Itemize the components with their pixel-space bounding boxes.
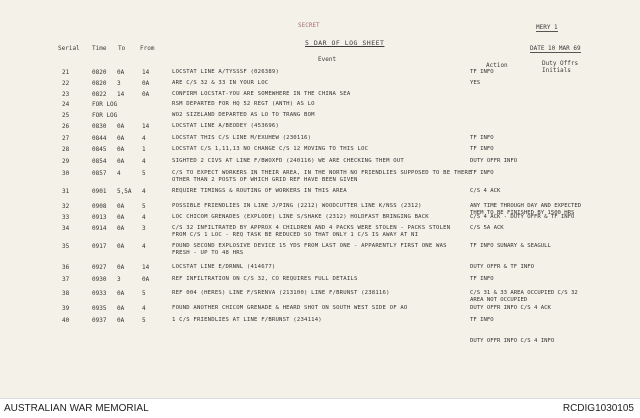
row-to: 4 (117, 170, 121, 177)
row-to: 0A (117, 305, 125, 312)
row-from: 4 (142, 214, 146, 221)
row-time: 0857 (92, 170, 107, 177)
row-event-line: REQUIRE TIMINGS & ROUTING OF WORKERS IN THIS AREA (172, 188, 347, 194)
row-from: 0A (142, 276, 150, 283)
row-event-line: LOCSTAT C/S 1,11,13 NO CHANGE C/S 12 MOVING TO THIS LOC (172, 146, 369, 152)
row-from: 14 (142, 264, 150, 271)
row-to: 3 (117, 80, 121, 87)
sheet-ref: MERY 1 (536, 24, 558, 31)
row-serial: 31 (62, 188, 70, 195)
col-event: Event (318, 56, 337, 63)
row-to: 0A (117, 158, 125, 165)
row-serial: 37 (62, 276, 70, 283)
row-time: 0822 (92, 91, 107, 98)
row-time: 0927 (92, 264, 107, 271)
row-event-line: 1 C/S FRIENDLIES AT LINE F/BRUNST (234114) (172, 317, 322, 323)
row-time: 0845 (92, 146, 107, 153)
col-duty-initials: Duty Offrs Initials (542, 60, 579, 74)
row-event-line: SIGHTED 2 CIVS AT LINE F/BWOXFD (240116) WE ARE CHECKING THEM OUT (172, 158, 404, 164)
row-from: 3 (142, 225, 146, 232)
row-time: 0935 (92, 305, 107, 312)
row-serial: 21 (62, 69, 70, 76)
row-action: DUTY OFFR INFO (470, 158, 518, 164)
row-from: 5 (142, 170, 146, 177)
row-from: 14 (142, 69, 150, 76)
row-serial: 40 (62, 317, 70, 324)
row-event-line: FOUND ANOTHER CHICOM GRENADE & HEARD SHOT ON SOUTH WEST SIDE OF AO (172, 305, 408, 311)
col-from: From (140, 45, 155, 52)
archive-footer (0, 398, 640, 418)
row-action: C/S 31 & 33 AREA OCCUPIED C/S 32 AREA NOT OCCUPIED (470, 290, 578, 303)
row-serial: 34 (62, 225, 70, 232)
row-to: 0A (117, 225, 125, 232)
row-event-line: WO2 SIZELAND DEPARTED AS LO TO TRANG BOM (172, 112, 315, 118)
row-time: FOR LOG (92, 101, 118, 108)
archive-reference: RCDIG1030105 (562, 403, 634, 414)
row-serial: 25 (62, 112, 70, 119)
row-action: YES (470, 80, 481, 86)
row-time: 0844 (92, 135, 107, 142)
row-time: 0930 (92, 276, 107, 283)
row-time: 0937 (92, 317, 107, 324)
col-action: Action (486, 62, 508, 69)
row-time: 0820 (92, 69, 107, 76)
row-from: 4 (142, 305, 146, 312)
sheet-title: 5 DAR OF LOG SHEET (305, 39, 385, 47)
row-action: ANY TIME THROUGH DAY AND EXPECTED THEM TO BE FINISHED BY 1500 HRS (470, 203, 582, 216)
row-event-line: FOUND SECOND EXPLOSIVE DEVICE 15 YDS FROM LAST ONE - APPARENTLY FIRST ONE WAS (172, 243, 447, 249)
row-action: TF INFO (470, 276, 494, 282)
col-serial: Serial (58, 45, 80, 52)
row-to: 14 (117, 91, 125, 98)
row-from: 5 (142, 317, 146, 324)
row-to: 0A (117, 135, 125, 142)
row-action: TF INFO SUNARY & SEAGULL (470, 243, 551, 249)
row-event-line: LOCSTAT LINE A/TYSSSF (026389) (172, 69, 280, 75)
row-to: 0A (117, 203, 125, 210)
row-to: 0A (117, 146, 125, 153)
row-from: 0A (142, 91, 150, 98)
row-event-line: C/S TO EXPECT WORKERS IN THEIR AREA, IN THE NORTH NO FRIENDLIES SUPPOSED TO BE THERE (172, 170, 472, 176)
row-to: 0A (117, 264, 125, 271)
row-event-line: LOCSTAT LINE E/DRNNL (414677) (172, 264, 276, 270)
row-serial: 35 (62, 243, 70, 250)
row-action: DUTY OFFR INFO C/S 4 ACK (470, 305, 551, 311)
row-event-line: LOCSTAT THIS C/S LINE M/EXUHEW (230116) (172, 135, 312, 141)
row-from: 4 (142, 243, 146, 250)
row-event-line: C/S 32 INFILTRATED BY APPROX 4 CHILDREN AND 4 PACKS WERE STOLEN - PACKS STOLEN (172, 225, 451, 231)
row-from: 4 (142, 135, 146, 142)
row-to: 0A (117, 123, 125, 130)
row-serial: 32 (62, 203, 70, 210)
row-time: 0917 (92, 243, 107, 250)
archive-name: AUSTRALIAN WAR MEMORIAL (4, 403, 149, 414)
col-time: Time (92, 45, 107, 52)
row-to: 0A (117, 243, 125, 250)
row-serial: 22 (62, 80, 70, 87)
row-action: C/S 4 ACK - DUTY OFFR & TF INFO (470, 214, 575, 220)
row-from: 4 (142, 158, 146, 165)
row-time: 0901 (92, 188, 107, 195)
row-time: 0914 (92, 225, 107, 232)
row-from: 4 (142, 188, 146, 195)
row-event-line: REF 004 (HERES) LINE F/SRENVA (213100) LINE F/BRUNST (238116) (172, 290, 390, 296)
col-to: To (118, 45, 126, 52)
row-time: 0854 (92, 158, 107, 165)
row-event-line: REF INFILTRATION ON C/S 32, CO REQUIRES FULL DETAILS (172, 276, 358, 282)
row-from: 5 (142, 203, 146, 210)
row-to: 5,5A (117, 188, 132, 195)
row-event-line: LOC CHICOM GRENADES (EXPLODE) LINE S/SHAKE (2312) HOLDFAST BRINGING BACK (172, 214, 429, 220)
row-from: 5 (142, 290, 146, 297)
row-action: DUTY OFFR & TF INFO (470, 264, 534, 270)
row-to: 0A (117, 214, 125, 221)
row-serial: 26 (62, 123, 70, 130)
row-event-line: OTHER THAN 2 POSTS OF WHICH GRID REF HAVE BEEN GIVEN (172, 177, 358, 183)
row-time: 0820 (92, 80, 107, 87)
row-serial: 30 (62, 170, 70, 177)
row-to: 3 (117, 276, 121, 283)
row-time: FOR LOG (92, 112, 118, 119)
row-action: TF INFO (470, 317, 494, 323)
sheet-date: DATE 10 MAR 69 (530, 45, 581, 52)
row-from: 1 (142, 146, 146, 153)
row-serial: 33 (62, 214, 70, 221)
row-serial: 23 (62, 91, 70, 98)
row-serial: 24 (62, 101, 70, 108)
row-serial: 36 (62, 264, 70, 271)
row-event-line: POSSIBLE FRIENDLIES IN LINE J/PING (2212) WOODCUTTER LINE K/NSS (2312) (172, 203, 422, 209)
row-time: 0913 (92, 214, 107, 221)
row-time: 0908 (92, 203, 107, 210)
row-to: 0A (117, 317, 125, 324)
row-action: C/S 5A ACK (470, 225, 504, 231)
row-event-line: ARE C/S 32 & 33 IN YOUR LOC (172, 80, 269, 86)
row-action: TF INFO (470, 146, 494, 152)
row-serial: 29 (62, 158, 70, 165)
row-from: 0A (142, 80, 150, 87)
row-serial: 27 (62, 135, 70, 142)
row-action: TF INFO (470, 135, 494, 141)
row-action: C/S 4 ACK (470, 188, 501, 194)
row-event-line: FRESH - UP TO 48 HRS (172, 250, 244, 256)
row-to: 0A (117, 290, 125, 297)
row-action: TF INFO (470, 170, 494, 176)
row-event-line: FROM C/S 1 LOC - REQ TASK BE REDUCED SO THAT ONLY 1 C/S IS AWAY AT NI (172, 232, 419, 238)
row-serial: 38 (62, 290, 70, 297)
row-event-line: RSM DEPARTED FOR HQ 52 REGT (ANTH) AS LO (172, 101, 315, 107)
row-to: 0A (117, 69, 125, 76)
row-from: 14 (142, 123, 150, 130)
row-event-line: CONFIRM LOCSTAT-YOU ARE SOMEWHERE IN THE CHINA SEA (172, 91, 351, 97)
row-event-line: LOCSTAT LINE A/BEODEY (453696) (172, 123, 280, 129)
row-action: DUTY OFFR INFO C/S 4 INFO (470, 338, 555, 344)
row-serial: 39 (62, 305, 70, 312)
row-time: 0830 (92, 123, 107, 130)
row-serial: 28 (62, 146, 70, 153)
row-time: 0933 (92, 290, 107, 297)
classification-stamp: SECRET (298, 22, 320, 29)
row-action: TF INFO (470, 69, 494, 75)
